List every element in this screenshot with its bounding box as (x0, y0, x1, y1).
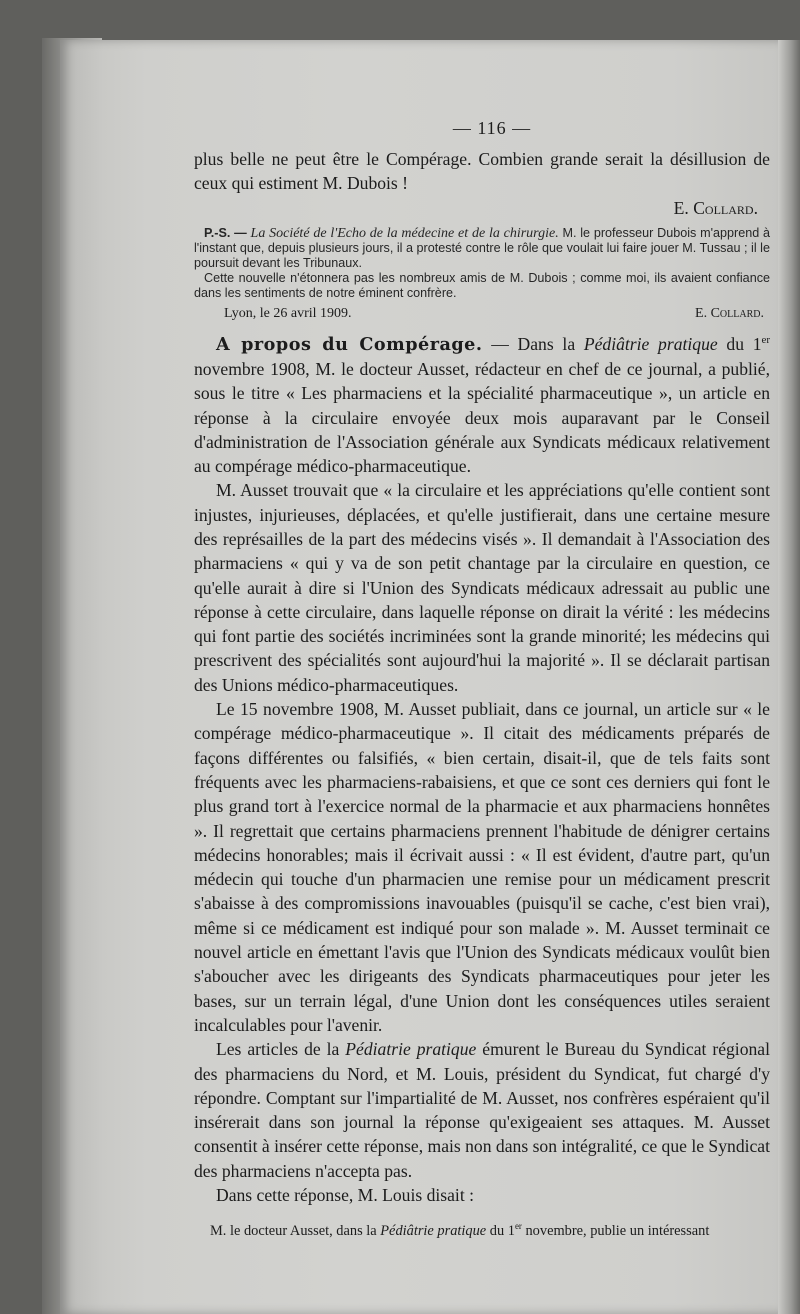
p4-text-b: émurent le Bureau du Syndicat régional des pharmaciens du Nord, et M. Louis, président du Syndicat, fut chargé d'y répondre. Comptant sur l'impartialité de M. Ausset, nos confrères espéraient qu'il insérerait dans son journal la réponse qu'exigeaient ses attaques. M. Ausset consentit à insérer cette réponse, mais non dans son intégralité, ce que le Syndicat des pharmaciens n'accepta pas. (194, 1039, 771, 1181)
article-paragraph-4 (194, 1037, 770, 1183)
dateline-place: Lyon, le 26 avril 1909. (224, 305, 352, 321)
journal-title-3: Pédiâtrie pratique (380, 1223, 487, 1240)
article-paragraph-3: Le 15 novembre 1908, M. Ausset publiait, dans ce journal, un article sur « le compérage médico-pharmaceutique ». Il citait des médicaments préparés de façons différentes ou falsifiés, « bien certain, disait-il, que de tels faits sont fréquents avec les pharmaciens-rabaisiens, et que ce sont ces derniers qui font le plus grand tort à l'exercice normal de la pharmacie et aux pharmaciens honnêtes ». Il regrettait que certains pharmaciens prennent l'habitude de dénigrer certains médecins honorables; mais il écrivait aussi : « Il est évident, d'autre part, qu'un médecin qui touche d'un pharmacien une remise pour un médicament prescrit s'abaisse à des compromissions inavouables (puisqu'il se cache, c'est bien vrai), même si ce médicament est indiqué pour son malade ». M. Ausset terminait ce nouvel article en émettant l'avis que l'Union des Syndicats médicaux voulût bien s'aboucher avec les dirigeants des Syndicats pharmaceutiques pour jeter les bases, sur un terrain légal, d'une Union dont les conséquences utiles seraient incalculables pour l'avenir. (194, 699, 770, 1035)
p1-text-b: du 1 (717, 333, 762, 354)
page-content (194, 118, 770, 1241)
postscript (194, 226, 770, 272)
ps-body: M. le professeur Dubois m'apprend à l'instant que, depuis plusieurs jours, il a protesté contre le rôle que voulait lui faire jouer M. Tussau ; il le poursuit devant les Tribunaux. (194, 225, 771, 270)
quote-text-a: M. le docteur Ausset, dans la (210, 1223, 381, 1240)
closing-paragraph: plus belle ne peut être le Compérage. Combien grande serait la désillusion de ceux qui estiment M. Dubois ! (194, 149, 770, 194)
p1-text-a: — Dans la (482, 333, 584, 354)
journal-title: Pédiâtrie pratique (583, 333, 718, 354)
quoted-excerpt (194, 1221, 770, 1241)
article-paragraph-5: Dans cette réponse, M. Louis disait : (216, 1185, 474, 1205)
article-heading: A propos du Compérage. (216, 333, 483, 355)
journal-title-2: Pédiatrie pratique (345, 1039, 477, 1060)
page-number: — 116 — (452, 118, 532, 138)
p1-text-c: novembre 1908, M. le docteur Ausset, rédacteur en chef de ce journal, a publié, sous le titre « Les pharmaciens et la spécialité pharmaceutique », un article en réponse à la circulaire envoyée deux mois auparavant par le Conseil d'administration de l'Association générale aux Syndicats médicaux relativement au compérage médico-pharmaceutique. (194, 358, 770, 477)
article-paragraph-2: M. Ausset trouvait que « la circulaire et les appréciations qu'elle contient sont injustes, injurieuses, déplacées, et qu'elle justifierait, dans une certaine mesure des représailles de la part des médecins visés ». Il demandait à l'Association des pharmaciens « qui y va de son petit chantage par la circulaire en question, ce qu'elle aurait à dire si l'Union des Syndicats médicaux adressait au public une réponse à cette circulaire, dans laquelle réponse on dirait la vérité : les médecins qui font partie des sociétés incriminées sont la grande minorité; les médecins qui prescrivent des spécialités sont aujourd'hui la majorité ». Il se déclarait partisan des Unions médico-pharmaceutiques. (194, 480, 770, 695)
dateline (194, 304, 770, 324)
p1-sup: er (761, 333, 771, 346)
p4-text-a: Les articles de la (216, 1039, 346, 1060)
signature: E. Collard. (673, 197, 758, 218)
quote-sup: er (514, 1221, 522, 1232)
ps-label: P.-S. — (204, 225, 247, 240)
page-edge (778, 40, 800, 1314)
quote-text-c: novembre, publie un intéressant (521, 1223, 710, 1240)
quote-text-b: du 1 (486, 1223, 515, 1240)
article-paragraph-1 (194, 332, 770, 479)
ps-society-name: La Société de l'Echo de la médecine et de la chirurgie. (250, 225, 559, 241)
dateline-signature: E. Collard. (695, 305, 764, 321)
postscript-2: Cette nouvelle n'étonnera pas les nombreux amis de M. Dubois ; comme moi, ils avaient confiance dans les sentiments de notre éminent confrère. (194, 271, 770, 301)
